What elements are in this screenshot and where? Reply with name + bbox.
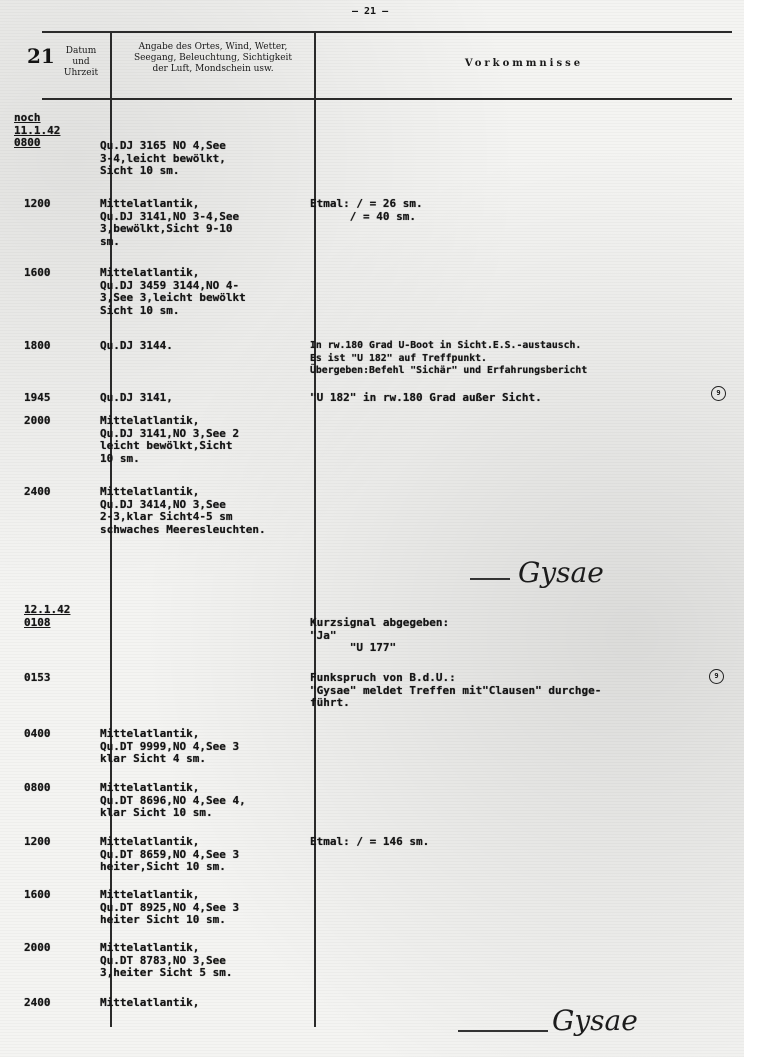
entry-time: 0153 xyxy=(24,671,51,684)
entry-note: Etmal: / = 26 sm. / = 40 sm. xyxy=(310,197,423,223)
entry-time: 0400 xyxy=(24,727,51,740)
stamp-mark: 9 xyxy=(711,386,726,401)
entry-time: 12.1.42 0108 xyxy=(24,603,71,629)
entry-time: 1945 xyxy=(24,391,51,404)
signature: Gysae xyxy=(518,556,604,589)
entry-time: 1600 xyxy=(24,266,51,279)
stamp-mark: 9 xyxy=(709,669,724,684)
entry-location: Mittelatlantik, xyxy=(100,996,200,1009)
top-rule xyxy=(42,31,732,33)
entry-location: Qu.DJ 3165 NO 4,See 3-4,leicht bewölkt, Sicht 10 sm. xyxy=(100,139,226,177)
entry-location: Mittelatlantik, Qu.DT 8659,NO 4,See 3 heiter,Sicht 10 sm. xyxy=(100,835,240,873)
entry-location: Qu.DJ 3144. xyxy=(100,339,173,352)
entry-time: 0800 xyxy=(24,781,51,794)
entry-location: Mittelatlantik, Qu.DJ 3414,NO 3,See 2-3,klar Sicht4-5 sm schwaches Meeresleuchten. xyxy=(100,485,266,536)
header-events: Vorkommnisse xyxy=(464,58,584,69)
entry-location: Mittelatlantik, Qu.DJ 3459 3144,NO 4- 3,See 3,leicht bewölkt Sicht 10 sm. xyxy=(100,266,246,317)
entry-time: 2400 xyxy=(24,996,51,1009)
entry-time: 2000 xyxy=(24,414,51,427)
entry-location: Mittelatlantik, Qu.DJ 3141,NO 3,See 2 leicht bewölkt,Sicht 10 sm. xyxy=(100,414,240,465)
entry-location: Mittelatlantik, Qu.DT 8783,NO 3,See 3,heiter Sicht 5 sm. xyxy=(100,941,233,979)
entry-note: In rw.180 Grad U-Boot in Sicht.E.S.-austausch. Es ist "U 182" auf Treffpunkt. Übergeben:Befehl "Sichär" und Erfahrungsbericht xyxy=(310,340,588,376)
entry-location: Qu.DJ 3141, xyxy=(100,391,173,404)
column-rule-2 xyxy=(314,32,316,1027)
entry-time: noch 11.1.42 0800 xyxy=(14,111,61,149)
signature-dash xyxy=(470,578,510,580)
corner-mark: 21 xyxy=(27,44,55,68)
entry-location: Mittelatlantik, Qu.DT 8696,NO 4,See 4, klar Sicht 10 sm. xyxy=(100,781,246,819)
header-date-time: Datum und Uhrzeit xyxy=(63,46,99,78)
page-number: — 21 — xyxy=(352,6,389,17)
entry-time: 2000 xyxy=(24,941,51,954)
entry-time: 1800 xyxy=(24,339,51,352)
header-location-weather: Angabe des Ortes, Wind, Wetter, Seegang, Beleuchtung, Sichtigkeit der Luft, Mondschein usw. xyxy=(133,42,293,74)
entry-note: "U 182" in rw.180 Grad außer Sicht. xyxy=(310,391,542,404)
entry-location: Mittelatlantik, Qu.DJ 3141,NO 3-4,See 3,bewölkt,Sicht 9-10 sm. xyxy=(100,197,240,248)
entry-time: 2400 xyxy=(24,485,51,498)
entry-location: Mittelatlantik, Qu.DT 9999,NO 4,See 3 klar Sicht 4 sm. xyxy=(100,727,240,765)
entry-location: Mittelatlantik, Qu.DT 8925,NO 4,See 3 heiter Sicht 10 sm. xyxy=(100,888,240,926)
entry-time: 1200 xyxy=(24,835,51,848)
entry-time: 1200 xyxy=(24,197,51,210)
entry-note: Funkspruch von B.d.U.: "Gysae" meldet Treffen mit"Clausen" durchge- führt. xyxy=(310,671,602,709)
signature-dash xyxy=(458,1030,548,1032)
header-rule xyxy=(42,98,732,100)
signature: Gysae xyxy=(552,1004,638,1037)
entry-note: Kurzsignal abgegeben: "Ja" "U 177" xyxy=(310,616,450,654)
entry-time: 1600 xyxy=(24,888,51,901)
entry-note: Etmal: / = 146 sm. xyxy=(310,835,430,848)
